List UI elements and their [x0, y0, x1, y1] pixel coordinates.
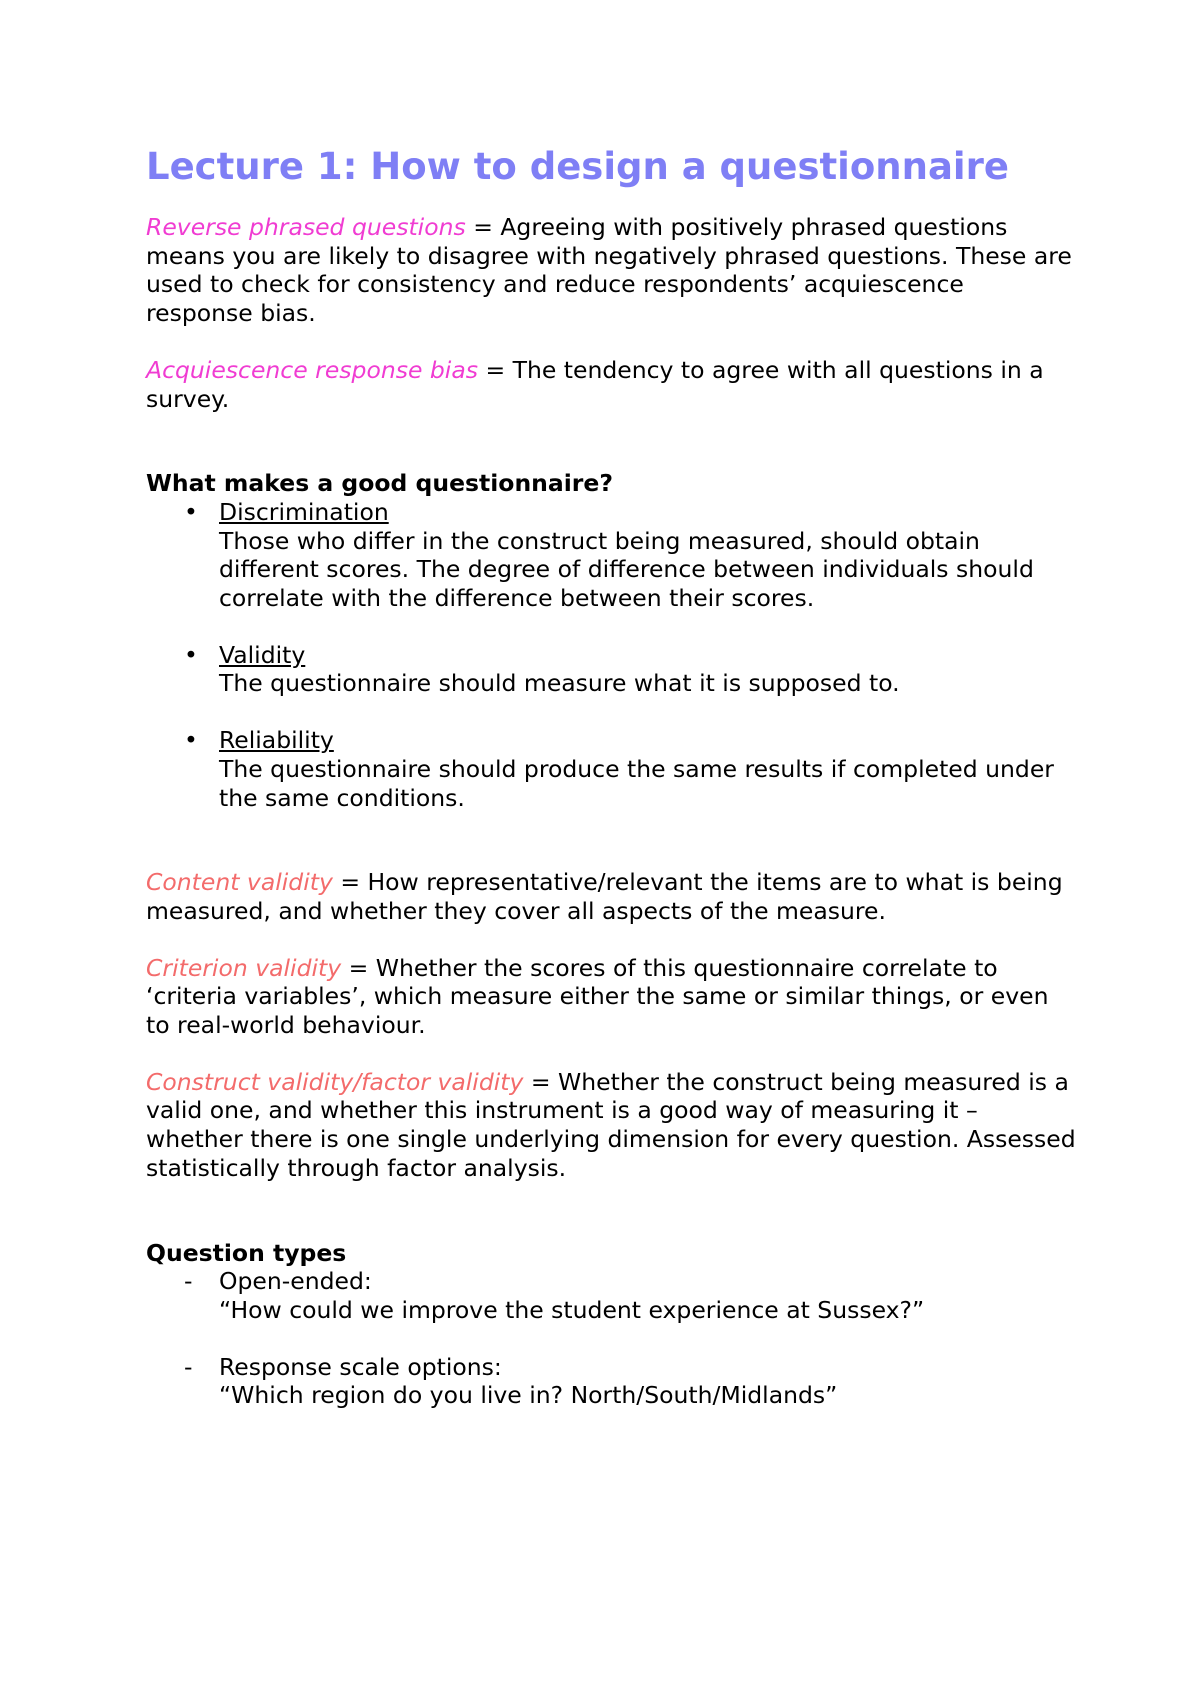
list-item-validity: [146, 641, 1076, 726]
definition-term: Criterion validity: [146, 953, 342, 982]
list-item-title: Open-ended:: [219, 1267, 372, 1296]
list-item-open-ended: [146, 1267, 1076, 1352]
document-page: [146, 142, 1076, 1410]
list-item-text: The questionnaire should measure what it is supposed to.: [219, 669, 900, 698]
bullet-marker: •: [184, 726, 198, 755]
list-item-response-scale: [146, 1353, 1076, 1410]
definition-term: Construct validity/factor validity: [146, 1067, 524, 1096]
good-questionnaire-list: [146, 498, 1076, 812]
list-item-text: “How could we improve the student experience at Sussex?”: [219, 1295, 925, 1324]
definition-body: = Whether the construct being measured is a valid one, and whether this instrument is a good way of measuring it – whether there is one single underlying dimension for every question. Assessed statistically through factor analysis.: [146, 1067, 1076, 1182]
list-item-text: Those who differ in the construct being measured, should obtain different scores. The degree of difference between individuals should correlate with the difference between their scores.: [219, 526, 1034, 613]
page-title: Lecture 1: How to design a questionnaire: [146, 145, 1009, 188]
bullet-marker: •: [184, 497, 198, 526]
section-heading-question-types: Question types: [146, 1238, 347, 1267]
definition-reverse-phrased: [146, 213, 1076, 328]
definition-criterion-validity: [146, 954, 1076, 1040]
definition-construct-validity: [146, 1068, 1076, 1183]
list-item-title: Validity: [219, 640, 306, 669]
definition-term: Content validity: [146, 868, 333, 897]
definition-body: = Agreeing with positively phrased questions means you are likely to disagree with negatively phrased questions. These are used to check for consistency and reduce respondents’ acquiescence response bias.: [146, 213, 1072, 328]
list-item-text: The questionnaire should produce the same results if completed under the same conditions.: [219, 754, 1054, 812]
question-types-list: [146, 1267, 1076, 1410]
definition-term: Reverse phrased questions: [146, 213, 466, 241]
definition-acquiescence: [146, 356, 1076, 413]
definition-term: Acquiescence response bias: [146, 355, 478, 384]
dash-marker: -: [184, 1352, 193, 1381]
list-item-title: Reliability: [219, 726, 334, 755]
definition-body: = The tendency to agree with all questions in a survey.: [146, 355, 1044, 413]
list-item-title: Response scale options:: [219, 1352, 502, 1381]
definition-body: = Whether the scores of this questionnaire correlate to ‘criteria variables’, which measure either the same or similar things, or even to real-world behaviour.: [146, 953, 1049, 1040]
dash-marker: -: [184, 1267, 193, 1296]
list-item-reliability: [146, 726, 1076, 812]
bullet-marker: •: [184, 640, 198, 669]
section-heading-good-questionnaire: What makes a good questionnaire?: [146, 469, 613, 498]
list-item-discrimination: [146, 498, 1076, 641]
list-item-title: Discrimination: [219, 497, 389, 526]
definition-body: = How representative/relevant the items are to what is being measured, and whether they cover all aspects of the measure.: [146, 868, 1063, 925]
list-item-text: “Which region do you live in? North/South/Midlands”: [219, 1381, 838, 1410]
definition-content-validity: [146, 868, 1076, 925]
